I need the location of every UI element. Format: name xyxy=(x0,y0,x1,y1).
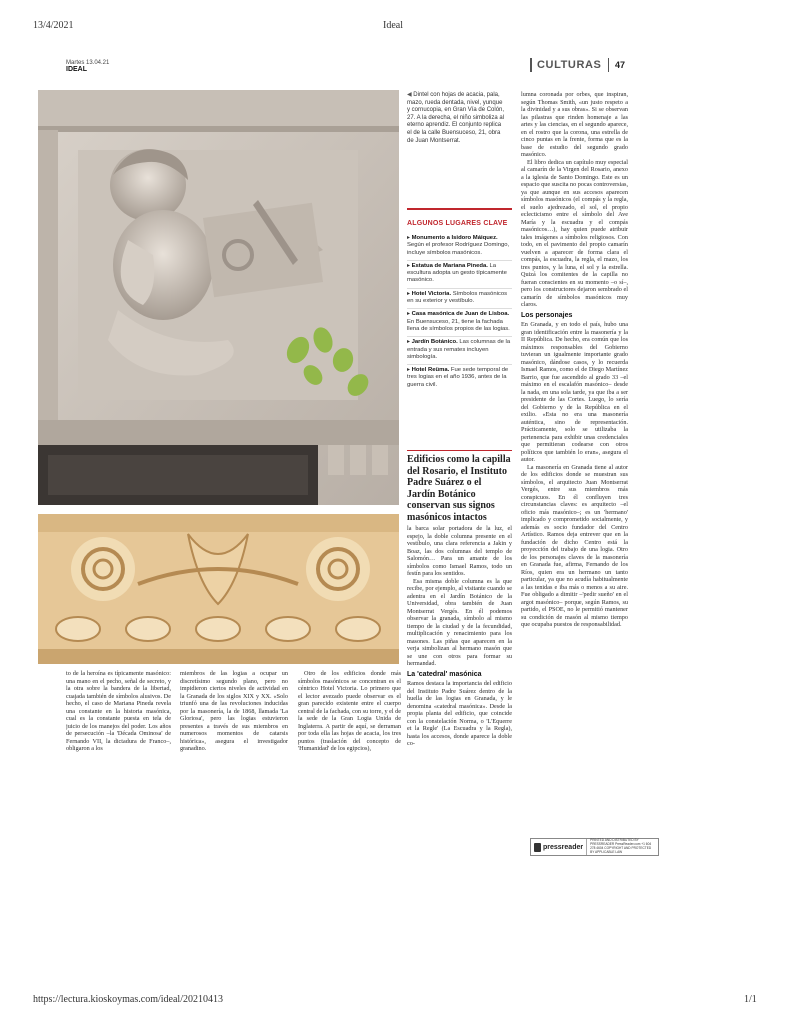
key-place-text: Fue sede temporal de tres logias en el año 1936, antes de la guerra civil. xyxy=(407,367,509,388)
page-number: 47 xyxy=(615,60,626,70)
pressreader-icon xyxy=(534,843,541,852)
bottom-column-1 xyxy=(66,670,171,810)
pressreader-logo-text: pressreader xyxy=(543,843,584,851)
paragraph: to de la heroína es típicamente masónico: una mano en el pecho, señal de secreto, y la otra sobre la bandera de la libertad, cuajada también de símbolos alusivos. De hecho, el caso de Mariana Pineda revela una constante en la historia masónica, cual es la constante puesta en tela de juicio de los manejos del poder. Los años de persecución –la 'Década Ominosa' de Fernando VII, la dictadura de Franco–, obligaron a los xyxy=(66,670,171,752)
print-date: 13/4/2021 xyxy=(33,20,74,31)
pull-quote-text: Edificios como la capilla del Rosario, el Instituto Padre Suárez o el Jardín Botánico conservan sus signos masónicos intactos xyxy=(407,454,511,523)
key-place-item: ▸ Hotel Victoria. Símbolos masónicos en su exterior y vestíbulo. xyxy=(407,289,512,310)
pull-quote xyxy=(407,450,512,523)
key-places-title: ALGUNOS LUGARES CLAVE xyxy=(407,220,508,227)
photo-caption xyxy=(407,92,505,145)
key-place-name: Jardín Botánico. xyxy=(411,339,458,346)
key-place-name: Casa masónica de Juan de Lisboa. xyxy=(411,311,510,318)
bottom-column-2 xyxy=(180,670,288,810)
key-place-item: ▸ Casa masónica de Juan de Lisboa. En Buensuceso, 21, tiene la fachada llena de símbolos propios de las logias. xyxy=(407,309,512,337)
key-place-text: La escultura adopta un gesto típicamente masónico. xyxy=(407,262,507,284)
paragraph: Otro de los edificios donde más símbolos masónicos se concentran es el céntrico Hotel Victoria. Lo primero que el lector avezado puede observar es el gran parecido existente entre el cuerpo central de la fachada, con su torre, y el de la sede de la Gran Logia Unida de Inglaterra. A partir de aquí, se derraman por toda ella las hojas de acacia, los tres puntos (traslación del concepto de 'Humanidad' de los egipcios), xyxy=(298,670,401,752)
key-place-text: Las columnas de la entrada y sus remates incluyen simbología. xyxy=(407,339,511,360)
key-place-name: Hotel Reüma. xyxy=(411,367,450,374)
key-place-text: En Buensuceso, 21, tiene la fachada llena de símbolos propios de las logias. xyxy=(407,318,510,332)
key-place-item: ▸ Jardín Botánico. Las columnas de la entrada y sus remates incluyen simbología. xyxy=(407,337,512,365)
key-place-item: ▸ Monumento a Isidoro Máiquez. Según el profesor Rodríguez Domingo, incluye símbolos masónicos. xyxy=(407,233,512,261)
key-place-text: Símbolos masónicos en su exterior y vestíbulo. xyxy=(407,290,508,305)
caption-text: Dintel con hojas de acacia, pala, mazo, rueda dentada, nivel, yunque y cornucopia, en Gran Vía de Colón, 27. A la derecha, el niño simboliza al eterno aprendiz. El conjunto replica el de la calle Buensuceso, 21, obra de Juan Montserrat. xyxy=(407,92,505,144)
key-places-box xyxy=(407,208,512,392)
subheading-catedral: La 'catedral' masónica xyxy=(407,670,482,678)
caption-arrow-icon: ◀ xyxy=(407,92,412,98)
section-divider xyxy=(530,58,532,72)
print-url: https://lectura.kioskoymas.com/ideal/20210413 xyxy=(33,994,223,1005)
middle-column xyxy=(407,525,512,850)
paragraph: la barca solar portadora de la luz, el espejo, la doble columna presente en el vestíbulo, una clara referencia a Jakin y Boaz, las dos columnas del templo de Salomón… Para un amante de los símbolos como Ismael Ramos, todo un festín para los sentidos. xyxy=(407,525,512,577)
paragraph: Esa misma doble columna es la que recibe, por ejemplo, al visitante cuando se adentra en el Jardín Botánico de la Universidad, obra también de Juan Montserrat Vergés. En él podemos observar la granada, símbolo al mismo tiempo de la ciudad y de la fecundidad, multiplicación y renacimiento para los masones. Las piñas que aparecen en la verja simbolizan al hermano masón que se une con otros para formar su hermandad. xyxy=(407,577,512,667)
print-site-title: Ideal xyxy=(383,20,403,31)
pressreader-badge xyxy=(530,838,659,856)
paragraph: El libro dedica un capítulo muy especial al camarín de la Virgen del Rosario, anexo a la iglesia de Santo Domingo. Este es un espacio que suscita no pocas controversias, ya que aunque en sus accesos aparecen símbolos masónicos (el compás y la regla, el suelo ajedrezado, el sol, el propio eclecticismo entre el símbolo del Ave María y la escuadra y el compás masónicos…), hay quien puede atribuir tales imágenes a símbolos religiosos. Con todo, en el pavimento del propio camarín vuelven a aparecer de forma clara el compás, la escuadra, la regla, el mazo, los tres puntos, y la luna, el sol y la estrella. Quizá los comitentes de la capilla no fueran conscientes en su momento –o sí–, pero los constructores dejaron sembrado el camarín de símbolos masónicos muy claros. xyxy=(521,158,628,308)
key-place-item: ▸ Hotel Reüma. Fue sede temporal de tres logias en el año 1936, antes de la guerra civil. xyxy=(407,367,509,388)
pressreader-notice: PRINTED AND DISTRIBUTED BY PRESSREADER PressReader.com +1 604 278 4604 COPYRIGHT AND PROTECTED BY APPLICABLE LAW xyxy=(590,838,652,854)
paragraph: En Granada, y en todo el país, hubo una gran identificación entre la masonería y la II República. De hecho, era común que los máximos responsables del Gobierno tuvieran un igualmente importante grado masónico, dándose casos, y lo recuerda Ismael Ramos, como el de Diego Martínez Barrio, que fue ascendido al grado 33 –el máximo en el escalafón masónico– desde la nada, en una sola tarde, ya que iba a ser presidente de las Cortes. Luego, lo sería del Gobierno y de la República en el exilio. «Esta no era una masonería auténtica, sino de representación. Prácticamente, solo se utilizaba la pertenencia para exhibir unas credenciales que permitieran codearse con otros políticos que también lo eran», asegura el autor. xyxy=(521,321,628,463)
subheading-personajes: Los personajes xyxy=(521,311,573,319)
paragraph: Ramos destaca la importancia del edificio del Instituto Padre Suárez dentro de la huella de las logias en Granada, y le denomina «catedral masónica». Desde la propia planta del edificio, que coincide con la constelación Norma, o 'L'Equerre et la Regle' (La Escuadra y la Regla), hasta los accesos, donde aparece la doble co- xyxy=(407,680,512,747)
section-divider-2 xyxy=(608,58,609,72)
pressreader-logo xyxy=(531,839,587,855)
section-name: CULTURAS xyxy=(537,59,602,71)
key-place-name: Estatua de Mariana Pineda. xyxy=(411,262,488,269)
capital-ornament-photo xyxy=(38,514,399,664)
key-place-name: Hotel Victoria. xyxy=(411,290,452,297)
key-place-name: Monumento a Isidoro Máiquez. xyxy=(411,235,498,241)
key-place-text: Según el profesor Rodríguez Domingo, incluye símbolos masónicos. xyxy=(407,242,510,256)
paper-name: IDEAL xyxy=(66,66,87,73)
bottom-column-3 xyxy=(298,670,401,810)
dateline: Martes 13.04.21 xyxy=(66,60,110,66)
paragraph: La masonería en Granada tiene al autor de los edificios donde se muestran sus símbolos, el arquitecto Juan Montserrat Vergés, entre sus miembros más conspicuos. En él confluyen tres circunstancias claves: es arquitecto –el oficio más masónico–; es un 'hermano' implicado y comprometido socialmente, y además es socio fundador del Centro Artístico. Ramos deja entrever que en la fundación de dicho Centro está la proyección del trabajo de una logia. Otro de los personajes claves de la masonería en Granada fue, afirma, Fernando de los Ríos, quien era un hermano un tanto particular, ya que no acudía habitualmente a las tenidas e iba más o menos a su aire. Fue obligado a dimitir –'pedir sueño' en el argot masónico– porque, según Ramos, su partido, el PSOE, no le permitió mantener su condición de masón al mismo tiempo que ocupaba puestos de responsabilidad. xyxy=(521,463,628,628)
print-page-count: 1/1 xyxy=(744,994,757,1005)
key-place-item: ▸ Estatua de Mariana Pineda. La escultura adopta un gesto típicamente masónico. xyxy=(407,261,512,289)
cherub-relief-photo xyxy=(38,90,399,505)
right-column xyxy=(521,91,628,819)
paragraph: miembros de las logias a ocupar un discretísimo segundo plano, pero no impidieron ciertos niveles de actividad en la Granada de los siglos XIX y XX. «Solo triunfó una de las revoluciones inducidas por la masonería, la de 1868, llamada 'La Gloriosa', pero las logias estuvieron presentes a través de sus miembros en numerosos momentos de catarsis histórica», asegura el investigador granadino. xyxy=(180,670,288,752)
paragraph: lumna coronada por orbes, que inspiran, según Thomas Smith, «un justo respeto a la divinidad y a sus obras». Si se observan las pilastras que rinden homenaje a las artes y las ciencias, en el segundo aparece, en el rostro que la corona, una estrella de cinco puntas en la frente, forma que es la base de estudio del segundo grado masónico. xyxy=(521,91,628,158)
